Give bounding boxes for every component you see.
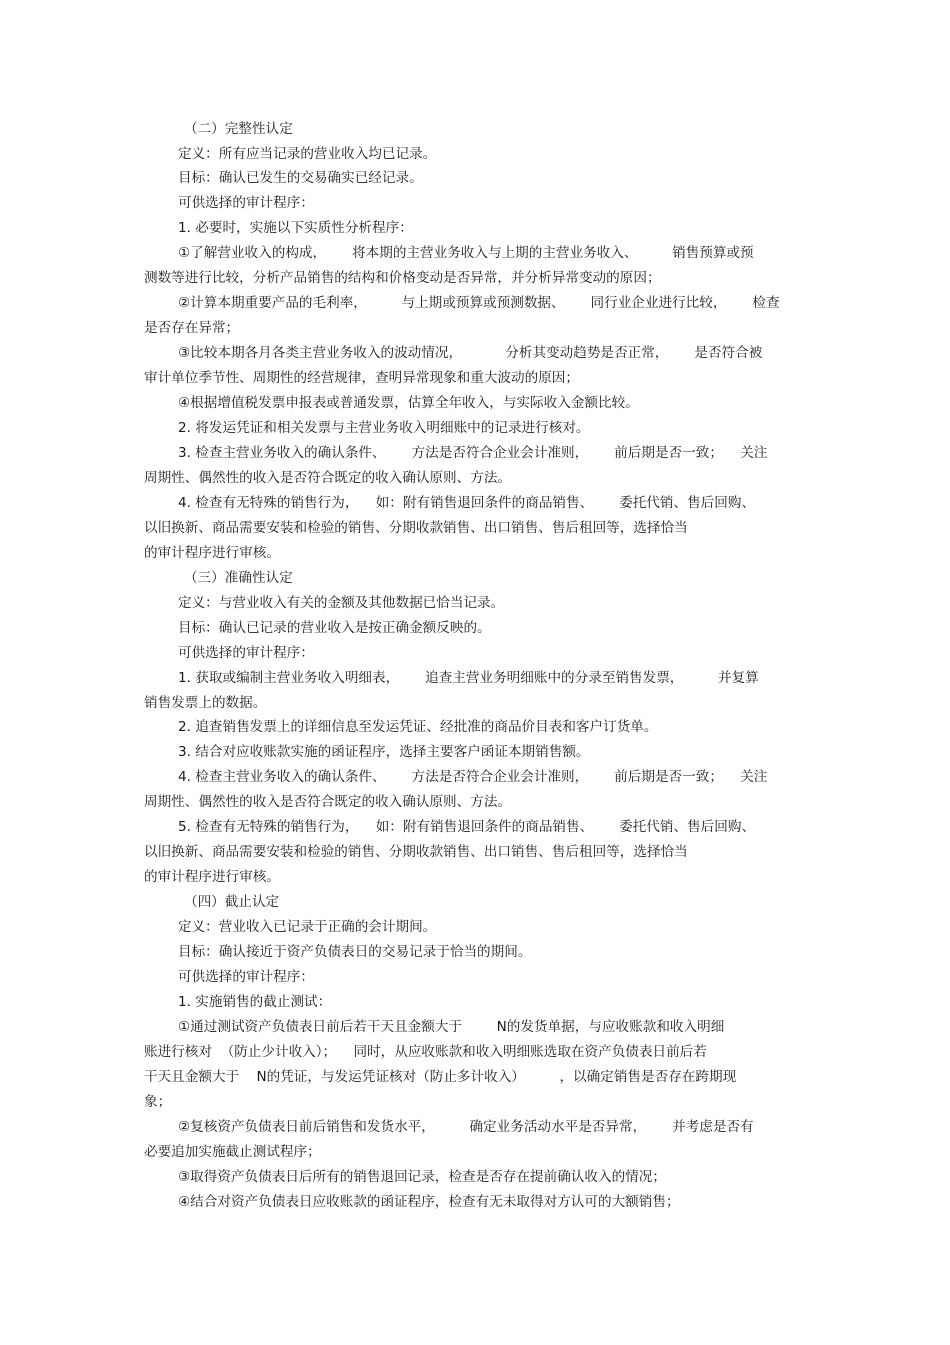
text-line: 审计单位季节性、周期性的经营规律，查明异常现象和重大波动的原因； <box>144 370 579 386</box>
text-line: 是否存在异常； <box>144 320 240 336</box>
text-line: 销售发票上的数据。 <box>144 695 267 711</box>
text-line: 4. 检查有无特殊的销售行为， 如：附有销售退回条件的商品销售、 委托代销、售后回购、 <box>178 495 756 511</box>
section-heading: （三）准确性认定 <box>184 570 293 586</box>
text-line: 周期性、偶然性的收入是否符合既定的收入确认原则、方法。 <box>144 470 512 486</box>
section-heading: （四）截止认定 <box>184 894 280 910</box>
text-line: 3. 检查主营业务收入的确认条件、 方法是否符合企业会计准则， 前后期是否一致； 关注 <box>178 445 768 461</box>
text-line: 必要追加实施截止测试程序； <box>144 1144 321 1160</box>
text-line: ②计算本期重要产品的毛利率， 与上期或预算或预测数据、 同行业企业进行比较， 检查 <box>178 295 780 311</box>
text-line: 干天且金额大于 N的凭证，与发运凭证核对（防止多计收入） ，以确定销售是否存在跨期现 <box>144 1069 737 1085</box>
text-line: 2. 追查销售发票上的详细信息至发运凭证、经批准的商品价目表和客户订货单。 <box>178 719 658 735</box>
text-line: 象； <box>144 1094 172 1110</box>
text-line: 可供选择的审计程序： <box>178 969 314 985</box>
text-line: 可供选择的审计程序： <box>178 645 314 661</box>
text-line: 1. 获取或编制主营业务收入明细表， 追查主营业务明细账中的分录至销售发票， 并复算 <box>178 670 759 686</box>
text-line: ④根据增值税发票申报表或普通发票，估算全年收入，与实际收入金额比较。 <box>178 395 639 411</box>
text-line: ①了解营业收入的构成， 将本期的主营业务收入与上期的主营业务收入、 销售预算或预 <box>178 245 754 261</box>
text-line: 账进行核对 （防止少计收入）； 同时，从应收账款和收入明细账选取在资产负债表日前后若 <box>144 1044 707 1060</box>
text-line: 的审计程序进行审核。 <box>144 545 280 561</box>
text-line: ③比较本期各月各类主营业务收入的波动情况， 分析其变动趋势是否正常， 是否符合被 <box>178 345 763 361</box>
section-heading: （二）完整性认定 <box>184 121 293 137</box>
text-line: 周期性、偶然性的收入是否符合既定的收入确认原则、方法。 <box>144 794 512 810</box>
text-line: ②复核资产负债表日前后销售和发货水平， 确定业务活动水平是否异常， 并考虑是否有 <box>178 1119 754 1135</box>
text-line: 以旧换新、商品需要安装和检验的销售、分期收款销售、出口销售、售后租回等，选择恰当 <box>144 844 688 860</box>
text-line: 5. 检查有无特殊的销售行为， 如：附有销售退回条件的商品销售、 委托代销、售后回购、 <box>178 819 756 835</box>
text-line: 以旧换新、商品需要安装和检验的销售、分期收款销售、出口销售、售后租回等，选择恰当 <box>144 520 688 536</box>
text-line: 目标：确认接近于资产负债表日的交易记录于恰当的期间。 <box>178 944 532 960</box>
text-line: 定义：营业收入已记录于正确的会计期间。 <box>178 919 437 935</box>
text-line: ③取得资产负债表日后所有的销售退回记录，检查是否存在提前确认收入的情况； <box>178 1169 666 1185</box>
text-line: ①通过测试资产负债表日前后若干天且金额大于 N的发货单据，与应收账款和收入明细 <box>178 1019 725 1035</box>
text-line: 目标：确认已发生的交易确实已经记录。 <box>178 170 423 186</box>
text-line: 1. 必要时，实施以下实质性分析程序： <box>178 220 413 236</box>
text-line: 的审计程序进行审核。 <box>144 869 280 885</box>
text-line: 可供选择的审计程序： <box>178 195 314 211</box>
text-line: 3. 结合对应收账款实施的函证程序，选择主要客户函证本期销售额。 <box>178 744 590 760</box>
text-line: 定义：与营业收入有关的金额及其他数据已恰当记录。 <box>178 595 505 611</box>
text-line: 目标：确认已记录的营业收入是按正确金额反映的。 <box>178 620 491 636</box>
text-line: 4. 检查主营业务收入的确认条件、 方法是否符合企业会计准则， 前后期是否一致； 关注 <box>178 769 768 785</box>
text-line: 1. 实施销售的截止测试： <box>178 994 332 1010</box>
text-line: 测数等进行比较，分析产品销售的结构和价格变动是否异常，并分析异常变动的原因； <box>144 270 661 286</box>
text-line: 2. 将发运凭证和相关发票与主营业务收入明细账中的记录进行核对。 <box>178 420 590 436</box>
text-line: ④结合对资产负债表日应收账款的函证程序，检查有无未取得对方认可的大额销售； <box>178 1194 680 1210</box>
text-line: 定义：所有应当记录的营业收入均已记录。 <box>178 146 437 162</box>
